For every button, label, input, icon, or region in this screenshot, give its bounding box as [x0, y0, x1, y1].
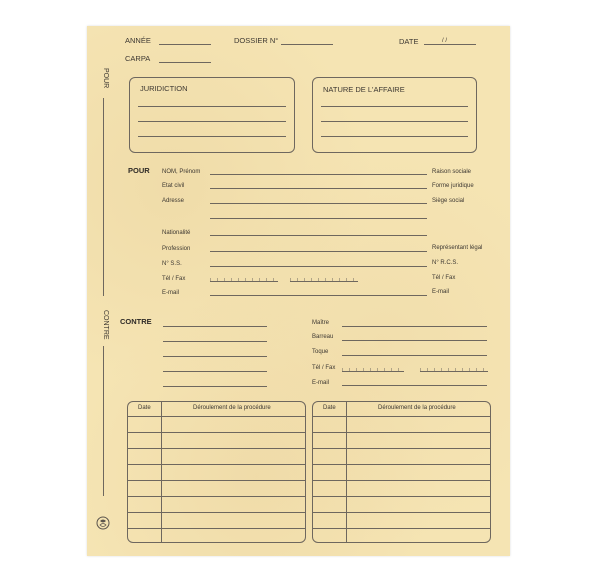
table-col-sep — [346, 402, 347, 542]
contre-line[interactable] — [163, 326, 267, 327]
annee-label: ANNÉE — [125, 36, 151, 45]
table-row[interactable] — [128, 496, 305, 497]
table-row[interactable] — [313, 464, 490, 465]
table-col-date: Date — [138, 405, 151, 411]
pour-field-etat-civil: Etat civil — [162, 183, 185, 189]
contre-fax-boxes[interactable] — [420, 366, 488, 372]
pour-field-nationalite: Nationalité — [162, 230, 191, 236]
contre-line-maitre[interactable] — [342, 326, 487, 327]
table-row[interactable] — [128, 432, 305, 433]
contre-line[interactable] — [163, 341, 267, 342]
pour-field-siege-social: Siège social — [432, 198, 465, 204]
contre-field-tel: Tél / Fax — [312, 365, 336, 371]
table-row[interactable] — [128, 448, 305, 449]
table-row[interactable] — [313, 432, 490, 433]
table-row[interactable] — [128, 528, 305, 529]
table-row[interactable] — [313, 512, 490, 513]
pour-field-tel-right: Tél / Fax — [432, 275, 456, 281]
folder-sheet — [87, 26, 510, 556]
pour-fax-boxes[interactable] — [290, 276, 358, 282]
table-row[interactable] — [313, 528, 490, 529]
table-row[interactable] — [313, 448, 490, 449]
side-rule-contre — [103, 346, 104, 496]
side-label-pour: POUR — [102, 68, 109, 89]
pour-field-representant: Représentant légal — [432, 245, 483, 251]
pour-line-email[interactable] — [210, 295, 427, 296]
pour-field-nom: NOM, Prénom — [162, 169, 201, 175]
brand-logo-icon — [96, 516, 110, 530]
juridiction-box — [129, 77, 295, 153]
contre-line-email[interactable] — [342, 385, 487, 386]
pour-field-email: E-mail — [162, 290, 180, 296]
table-row[interactable] — [313, 480, 490, 481]
pour-line-nationalite[interactable] — [210, 235, 427, 236]
table-col-sep — [161, 402, 162, 542]
carpa-line[interactable] — [159, 62, 211, 63]
table-col-deroulement: Déroulement de la procédure — [378, 405, 456, 411]
date-slashes: / / — [442, 38, 448, 44]
date-line[interactable] — [424, 44, 476, 45]
juridiction-line[interactable] — [138, 106, 286, 107]
contre-field-barreau: Barreau — [312, 334, 334, 340]
table-row[interactable] — [128, 512, 305, 513]
pour-field-raison-sociale: Raison sociale — [432, 169, 472, 175]
contre-line[interactable] — [163, 386, 267, 387]
table-row[interactable] — [128, 480, 305, 481]
contre-line[interactable] — [163, 356, 267, 357]
contre-line-toque[interactable] — [342, 355, 487, 356]
procedure-table-left — [127, 401, 306, 543]
side-rule-pour — [103, 98, 104, 296]
table-row[interactable] — [313, 496, 490, 497]
pour-field-ss: N° S.S. — [162, 261, 182, 267]
side-label-contre: CONTRE — [102, 310, 109, 340]
dossier-line[interactable] — [281, 44, 333, 45]
pour-line-ss[interactable] — [210, 266, 427, 267]
table-col-deroulement: Déroulement de la procédure — [193, 405, 271, 411]
pour-line-adresse[interactable] — [210, 203, 427, 204]
nature-line[interactable] — [321, 136, 468, 137]
pour-field-rcs: N° R.C.S. — [432, 260, 459, 266]
procedure-table-right — [312, 401, 491, 543]
pour-field-tel: Tél / Fax — [162, 276, 186, 282]
pour-field-email-right: E-mail — [432, 289, 450, 295]
contre-line[interactable] — [163, 371, 267, 372]
contre-tel-boxes[interactable] — [342, 366, 404, 372]
date-label: DATE — [399, 37, 419, 46]
pour-title: POUR — [128, 166, 150, 175]
pour-field-forme-juridique: Forme juridique — [432, 183, 474, 189]
table-col-date: Date — [323, 405, 336, 411]
table-row[interactable] — [128, 464, 305, 465]
juridiction-line[interactable] — [138, 121, 286, 122]
pour-field-profession: Profession — [162, 246, 191, 252]
nature-line[interactable] — [321, 106, 468, 107]
pour-field-adresse: Adresse — [162, 198, 185, 204]
nature-label: NATURE DE L'AFFAIRE — [323, 85, 405, 94]
contre-line-barreau[interactable] — [342, 340, 487, 341]
dossier-label: DOSSIER N° — [234, 36, 279, 45]
juridiction-label: JURIDICTION — [140, 84, 188, 93]
nature-line[interactable] — [321, 121, 468, 122]
contre-title: CONTRE — [120, 317, 152, 326]
pour-line-etat-civil[interactable] — [210, 188, 427, 189]
carpa-label: CARPA — [125, 54, 151, 63]
contre-field-email: E-mail — [312, 380, 330, 386]
pour-tel-boxes[interactable] — [210, 276, 278, 282]
pour-line-nom[interactable] — [210, 174, 427, 175]
nature-box — [312, 77, 477, 153]
contre-field-maitre: Maître — [312, 320, 330, 326]
annee-line[interactable] — [159, 44, 211, 45]
pour-line-adresse-2[interactable] — [210, 218, 427, 219]
pour-line-profession[interactable] — [210, 251, 427, 252]
juridiction-line[interactable] — [138, 136, 286, 137]
contre-field-toque: Toque — [312, 349, 329, 355]
